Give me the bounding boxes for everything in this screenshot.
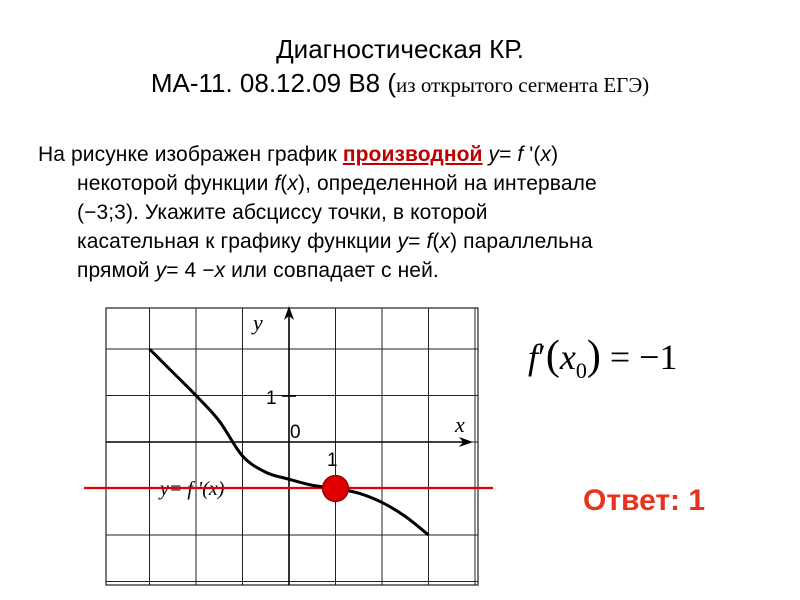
formula-f: f xyxy=(528,337,539,377)
formula-rhs: = −1 xyxy=(600,337,678,377)
formula-close-paren: ) xyxy=(586,333,601,379)
problem-text: касательная к графику функции xyxy=(77,230,398,253)
var-x: x xyxy=(287,172,298,195)
tangent-point xyxy=(323,476,349,502)
x-axis-label: x xyxy=(455,412,465,437)
problem-text: или совпадает с ней. xyxy=(225,259,439,282)
problem-text: ), определенной на интервале xyxy=(298,172,597,195)
answer: Ответ: 1 xyxy=(583,484,706,517)
x-tick-label-1: 1 xyxy=(327,450,338,471)
problem-text: ( xyxy=(432,230,440,253)
formula-x: x xyxy=(559,337,576,377)
problem-text: = xyxy=(499,143,518,166)
formula-prime: ′ xyxy=(538,337,546,377)
derivative-highlight: производной xyxy=(342,143,483,166)
y-tick-label-1: 1 xyxy=(266,388,277,409)
problem-text: '( xyxy=(523,143,541,166)
title-line2-main: МА-11. 08.12.09 В8 ( xyxy=(150,68,397,98)
formula-subscript: 0 xyxy=(575,358,587,383)
curve-label: y= f '(x) xyxy=(160,478,225,500)
problem-text: На рисунке изображен график xyxy=(38,143,343,166)
problem-text: = 4 − xyxy=(166,259,215,282)
grid-border xyxy=(106,308,478,585)
problem-text: прямой xyxy=(77,259,156,282)
y-axis-label: y xyxy=(253,310,263,335)
problem-text: некоторой функции xyxy=(77,172,275,195)
problem-text: ) xyxy=(551,143,559,166)
derivative-formula xyxy=(528,332,677,384)
var-x: x xyxy=(439,230,451,253)
problem-text: ( xyxy=(280,172,288,195)
var-y: y xyxy=(155,259,167,282)
formula-open-paren: ( xyxy=(545,333,560,379)
origin-label: 0 xyxy=(290,422,301,443)
var-x: x xyxy=(214,259,226,282)
var-f: f xyxy=(426,230,433,253)
title-line2-source: из открытого сегмента ЕГЭ) xyxy=(396,73,650,97)
var-f: f xyxy=(517,143,524,166)
problem-text: ) параллельна xyxy=(450,230,593,253)
var-f: f xyxy=(274,172,281,195)
slide-title-line1: Диагностическая КР. xyxy=(276,34,524,64)
var-y: y xyxy=(397,230,409,253)
problem-text: = xyxy=(408,230,427,253)
grid xyxy=(106,308,478,585)
var-y: y xyxy=(488,143,500,166)
problem-line-3: (−3;3). Укажите абсциссу точки, в которой xyxy=(77,201,488,224)
var-x: x xyxy=(540,143,552,166)
